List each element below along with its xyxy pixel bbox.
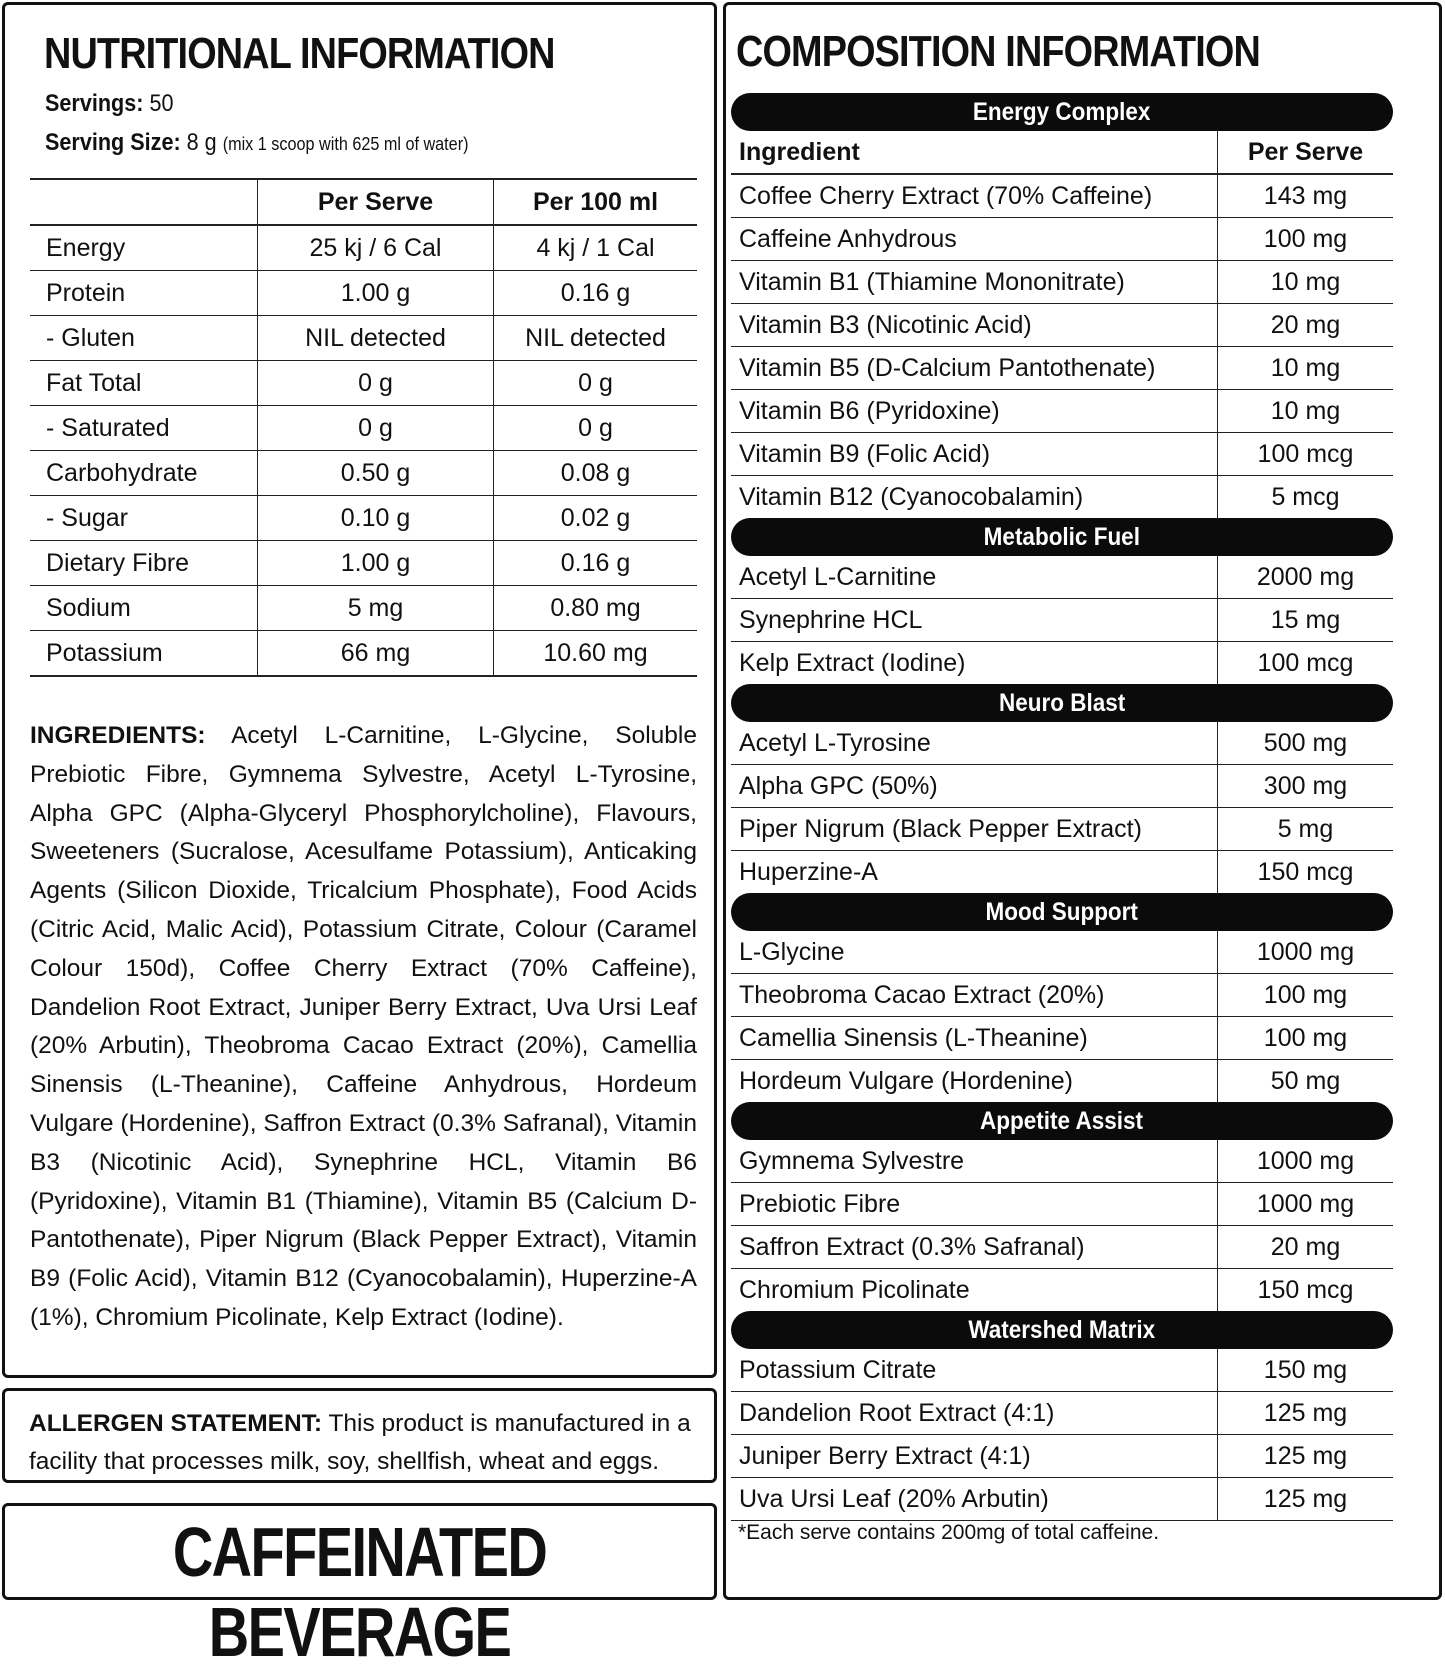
ingredient-amount: 100 mg: [1263, 980, 1348, 1009]
nutrient-per-100: 0 g: [494, 406, 698, 451]
nutrition-row: [30, 316, 697, 361]
ingredient-amount: 100 mcg: [1257, 439, 1354, 468]
nutrient-per-100: NIL detected: [494, 316, 698, 361]
group-header-bar: [731, 684, 1393, 722]
group-header-label: Watershed Matrix: [968, 1316, 1156, 1344]
ingredient-name: Acetyl L-Carnitine: [731, 556, 1218, 598]
beverage-label-text: CAFFEINATED BEVERAGE: [172, 1513, 547, 1671]
nutrient-per-serve: 5 mg: [258, 586, 494, 631]
ingredient-name: Saffron Extract (0.3% Safranal): [731, 1226, 1218, 1268]
nutrient-name: - Saturated: [30, 406, 258, 451]
ingredient-amount: 125 mg: [1263, 1484, 1348, 1513]
composition-row: [731, 974, 1393, 1017]
ingredient-amount: 15 mg: [1270, 605, 1341, 634]
group-header-label: Mood Support: [985, 898, 1139, 926]
nutrition-table: [30, 178, 697, 677]
ingredient-amount: 125 mg: [1263, 1398, 1348, 1427]
composition-row: [731, 599, 1393, 642]
nutrient-per-serve: 0 g: [258, 361, 494, 406]
ingredients-paragraph: [30, 717, 697, 1338]
group-header-bar: [731, 518, 1393, 556]
ingredient-amount: 143 mg: [1263, 181, 1348, 210]
ingredient-amount: 1000 mg: [1256, 1146, 1355, 1175]
caffeine-footnote: *Each serve contains 200mg of total caffeine.: [738, 1521, 1160, 1544]
nutrient-per-100: 10.60 mg: [494, 631, 698, 677]
ingredient-name: Theobroma Cacao Extract (20%): [731, 974, 1218, 1016]
ingredient-name: Uva Ursi Leaf (20% Arbutin): [731, 1478, 1218, 1520]
ingredient-name: Vitamin B12 (Cyanocobalamin): [731, 476, 1218, 518]
nutrient-name: Carbohydrate: [30, 451, 258, 496]
ingredient-amount: 50 mg: [1270, 1066, 1341, 1095]
composition-row: [731, 218, 1393, 261]
composition-row: [731, 765, 1393, 808]
ingredient-name: Piper Nigrum (Black Pepper Extract): [731, 808, 1218, 850]
ingredient-amount: 500 mg: [1263, 728, 1348, 757]
composition-row: [731, 261, 1393, 304]
nutrient-name: Dietary Fibre: [30, 541, 258, 586]
composition-row: [731, 304, 1393, 347]
ingredient-name: Acetyl L-Tyrosine: [731, 722, 1218, 764]
beverage-panel: [2, 1503, 717, 1671]
composition-row: [731, 1060, 1393, 1102]
composition-row: [731, 1349, 1393, 1392]
ingredient-amount: 10 mg: [1270, 396, 1341, 425]
group-header-label: Metabolic Fuel: [983, 523, 1141, 551]
ingredient-amount: 20 mg: [1270, 310, 1341, 339]
nutrient-per-serve: NIL detected: [258, 316, 494, 361]
ingredient-name: Coffee Cherry Extract (70% Caffeine): [731, 175, 1218, 217]
ingredient-amount: 5 mg: [1277, 814, 1334, 843]
nutrient-name: - Sugar: [30, 496, 258, 541]
group-header-label: Appetite Assist: [980, 1107, 1144, 1135]
composition-row: [731, 556, 1393, 599]
nutrient-name: - Gluten: [30, 316, 258, 361]
ingredient-amount: 100 mcg: [1257, 648, 1354, 677]
ingredient-name: Vitamin B9 (Folic Acid): [731, 433, 1218, 475]
composition-table: [731, 93, 1393, 1521]
serving-size-note: (mix 1 scoop with 625 ml of water): [222, 134, 469, 154]
composition-row: [731, 175, 1393, 218]
header-per-serve: Per Serve: [1247, 137, 1364, 166]
nutrient-per-100: 0.16 g: [494, 541, 698, 586]
ingredient-name: Gymnema Sylvestre: [731, 1140, 1218, 1182]
composition-row: [731, 851, 1393, 893]
allergen-statement: [29, 1405, 697, 1481]
serving-size-label: Serving Size:: [45, 129, 181, 156]
allergen-label: ALLERGEN STATEMENT:: [29, 1410, 323, 1437]
ingredient-amount: 150 mcg: [1257, 1275, 1354, 1304]
ingredient-name: Vitamin B1 (Thiamine Mononitrate): [731, 261, 1218, 303]
composition-row: [731, 1017, 1393, 1060]
nutrition-header-row: [30, 179, 697, 225]
ingredient-name: L-Glycine: [731, 931, 1218, 973]
nutrient-per-100: 0.16 g: [494, 271, 698, 316]
composition-row: [731, 390, 1393, 433]
ingredient-amount: 300 mg: [1263, 771, 1348, 800]
composition-panel: [723, 2, 1442, 1600]
ingredient-name: Hordeum Vulgare (Hordenine): [731, 1060, 1218, 1102]
nutrition-header-blank: [30, 179, 258, 225]
header-ingredient: Ingredient: [731, 131, 1218, 173]
nutrient-per-serve: 0 g: [258, 406, 494, 451]
ingredient-amount: 1000 mg: [1256, 1189, 1355, 1218]
nutrition-row: [30, 541, 697, 586]
nutrition-panel: [2, 2, 717, 1378]
nutrition-title: NUTRITIONAL INFORMATION: [44, 29, 555, 78]
nutrient-per-serve: 25 kj / 6 Cal: [258, 225, 494, 271]
composition-row: [731, 1140, 1393, 1183]
group-header-bar: [731, 1102, 1393, 1140]
composition-title: COMPOSITION INFORMATION: [736, 27, 1260, 76]
ingredient-name: Chromium Picolinate: [731, 1269, 1218, 1311]
serving-size-line: [45, 129, 468, 157]
ingredient-name: Alpha GPC (50%): [731, 765, 1218, 807]
ingredient-name: Kelp Extract (Iodine): [731, 642, 1218, 684]
composition-row: [731, 1226, 1393, 1269]
nutrient-per-serve: 0.10 g: [258, 496, 494, 541]
nutrient-per-serve: 1.00 g: [258, 271, 494, 316]
composition-row: [731, 1435, 1393, 1478]
nutrient-per-100: 0.02 g: [494, 496, 698, 541]
ingredient-name: Vitamin B3 (Nicotinic Acid): [731, 304, 1218, 346]
nutrient-per-100: 0.80 mg: [494, 586, 698, 631]
ingredient-amount: 150 mg: [1263, 1355, 1348, 1384]
nutrition-row: [30, 361, 697, 406]
composition-row: [731, 1478, 1393, 1521]
ingredients-text: Acetyl L-Carnitine, L-Glycine, Soluble Prebiotic Fibre, Gymnema Sylvestre, Acetyl L-Tyrosine, Alpha GPC (Alpha-Glyceryl Phosphorylcholine), Flavours, Sweeteners (Sucralose, Acesulfame Potassium), Anticaking Agents (Silicon Dioxide, Tricalcium Phosphate), Food Acids (Citric Acid, Malic Acid), Potassium Citrate, Colour (Caramel Colour 150d), Coffee Cherry Extract (70% Caffeine), Dandelion Root Extract, Juniper Berry Extract, Uva Ursi Leaf (20% Arbutin), Theobroma Cacao Extract (20%), Camellia Sinensis (L-Theanine), Caffeine Anhydrous, Hordeum Vulgare (Hordenine), Saffron Extract (0.3% Safranal), Vitamin B3 (Nicotinic Acid), Synephrine HCL, Vitamin B6 (Pyridoxine), Vitamin B1 (Thiamine), Vitamin B5 (Calcium D-Pantothenate), Piper Nigrum (Black Pepper Extract), Vitamin B9 (Folic Acid), Vitamin B12 (Cyanocobalamin), Huperzine-A (1%), Chromium Picolinate, Kelp Extract (Iodine).: [30, 722, 697, 1331]
nutrition-row: [30, 406, 697, 451]
composition-header-row: [731, 131, 1393, 175]
ingredient-name: Caffeine Anhydrous: [731, 218, 1218, 260]
allergen-text: This product is manufactured in a facility that processes milk, soy, shellfish, wheat and eggs.: [29, 1410, 691, 1475]
nutrition-row: [30, 225, 697, 271]
ingredient-name: Vitamin B5 (D-Calcium Pantothenate): [731, 347, 1218, 389]
composition-row: [731, 642, 1393, 684]
beverage-label: [5, 1512, 714, 1672]
ingredient-amount: 100 mg: [1263, 1023, 1348, 1052]
ingredient-amount: 1000 mg: [1256, 937, 1355, 966]
servings-line: [45, 90, 173, 118]
ingredient-name: Camellia Sinensis (L-Theanine): [731, 1017, 1218, 1059]
ingredient-name: Juniper Berry Extract (4:1): [731, 1435, 1218, 1477]
ingredient-name: Dandelion Root Extract (4:1): [731, 1392, 1218, 1434]
nutrition-row: [30, 586, 697, 631]
nutrient-name: Sodium: [30, 586, 258, 631]
servings-value: 50: [149, 90, 174, 117]
ingredient-name: Synephrine HCL: [731, 599, 1218, 641]
ingredient-name: Prebiotic Fibre: [731, 1183, 1218, 1225]
ingredient-amount: 125 mg: [1263, 1441, 1348, 1470]
nutrient-per-serve: 66 mg: [258, 631, 494, 677]
nutrition-row: [30, 631, 697, 677]
ingredient-amount: 20 mg: [1270, 1232, 1341, 1261]
nutrition-row: [30, 271, 697, 316]
group-header-bar: [731, 1311, 1393, 1349]
ingredient-name: Potassium Citrate: [731, 1349, 1218, 1391]
group-header-label: Neuro Blast: [998, 689, 1126, 717]
nutrient-per-serve: 1.00 g: [258, 541, 494, 586]
composition-row: [731, 433, 1393, 476]
ingredient-amount: 150 mcg: [1257, 857, 1354, 886]
group-header-label: Energy Complex: [973, 98, 1151, 126]
composition-row: [731, 1183, 1393, 1226]
composition-row: [731, 347, 1393, 390]
servings-label: Servings:: [45, 90, 144, 117]
ingredient-amount: 10 mg: [1270, 267, 1341, 296]
composition-row: [731, 808, 1393, 851]
composition-row: [731, 722, 1393, 765]
nutrient-per-100: 4 kj / 1 Cal: [494, 225, 698, 271]
allergen-panel: [2, 1388, 717, 1483]
ingredient-amount: 10 mg: [1270, 353, 1341, 382]
nutrition-row: [30, 451, 697, 496]
nutrient-per-100: 0.08 g: [494, 451, 698, 496]
nutrient-name: Potassium: [30, 631, 258, 677]
nutrient-per-100: 0 g: [494, 361, 698, 406]
ingredient-amount: 5 mcg: [1271, 482, 1340, 511]
group-header-bar: [731, 893, 1393, 931]
ingredient-name: Vitamin B6 (Pyridoxine): [731, 390, 1218, 432]
nutrient-name: Protein: [30, 271, 258, 316]
ingredient-amount: 2000 mg: [1256, 562, 1355, 591]
composition-row: [731, 931, 1393, 974]
ingredient-name: Huperzine-A: [731, 851, 1218, 893]
ingredient-amount: 100 mg: [1263, 224, 1348, 253]
nutrient-per-serve: 0.50 g: [258, 451, 494, 496]
composition-row: [731, 476, 1393, 518]
ingredients-label: INGREDIENTS:: [30, 722, 206, 749]
nutrition-header-per-100: Per 100 ml: [494, 179, 698, 225]
nutrient-name: Energy: [30, 225, 258, 271]
composition-row: [731, 1269, 1393, 1311]
nutrition-header-per-serve: Per Serve: [258, 179, 494, 225]
nutrient-name: Fat Total: [30, 361, 258, 406]
composition-row: [731, 1392, 1393, 1435]
serving-size-value: 8 g: [186, 129, 217, 156]
nutrition-row: [30, 496, 697, 541]
group-header-bar: [731, 93, 1393, 131]
